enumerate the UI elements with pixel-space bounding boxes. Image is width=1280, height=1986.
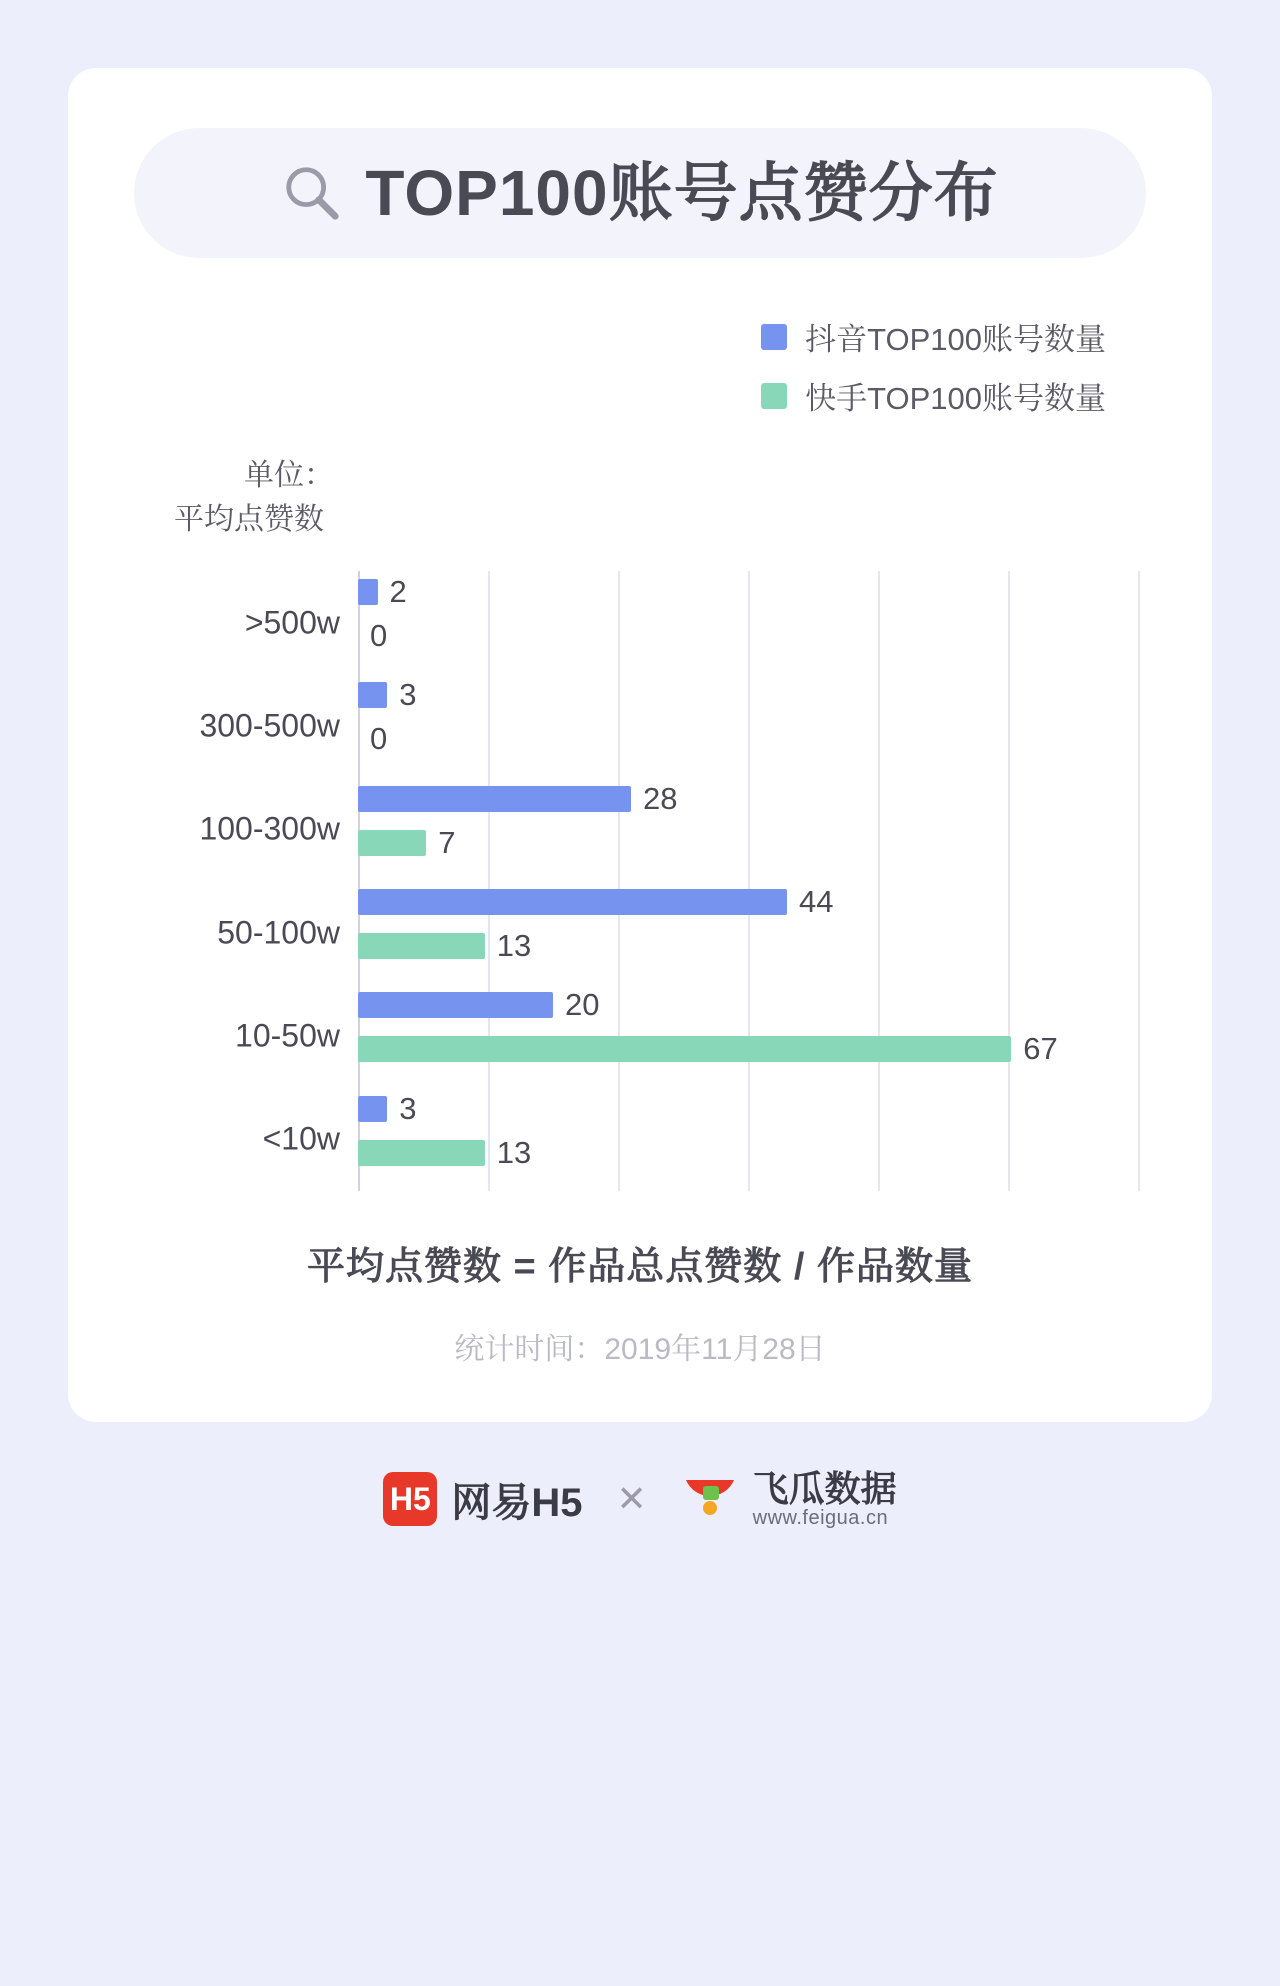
- bar-value-kuaishou: 13: [496, 928, 532, 963]
- bar-value-kuaishou: 7: [438, 824, 456, 860]
- legend-label-kuaishou: 快手TOP100账号数量: [805, 381, 1106, 416]
- title-pill: [134, 128, 1146, 258]
- h5-brand-name: 网易H5: [451, 1480, 583, 1525]
- legend-item-douyin: [761, 314, 1106, 359]
- cross-icon: ✕: [616, 1478, 647, 1520]
- bar-kuaishou: [358, 1036, 1011, 1062]
- chart-legend: [116, 314, 1164, 432]
- bar-kuaishou: [358, 933, 485, 959]
- bar-value-douyin: 2: [389, 574, 407, 609]
- bar-douyin: [358, 1096, 387, 1122]
- unit-line-1: 单位：: [244, 459, 334, 492]
- chart-category-row: [217, 881, 1138, 984]
- grid-line: [1138, 571, 1140, 1191]
- brand-netease-h5: [383, 1471, 582, 1528]
- chart-category-row: [262, 1088, 1138, 1191]
- bar-kuaishou: [358, 1140, 485, 1166]
- bar-value-douyin: 28: [643, 780, 678, 816]
- bar-value-douyin: 3: [399, 677, 417, 713]
- bar-value-douyin: 20: [565, 987, 600, 1023]
- bar-douyin: [358, 682, 387, 708]
- bar-value-douyin: 44: [799, 884, 834, 919]
- chart-category-row: [199, 778, 1138, 881]
- category-label: 50-100w: [217, 914, 340, 951]
- chart-category-row: [199, 674, 1138, 777]
- bar-kuaishou: [358, 830, 426, 856]
- unit-line-2: 平均点赞数: [174, 502, 324, 536]
- bar-douyin: [358, 889, 787, 915]
- category-label: <10w: [262, 1120, 340, 1157]
- bar-value-kuaishou: 13: [496, 1134, 532, 1170]
- chart-category-row: [244, 571, 1138, 674]
- legend-item-kuaishou: [761, 373, 1106, 418]
- brand-feigua: [681, 1470, 897, 1529]
- category-label: 100-300w: [199, 810, 340, 847]
- bar-douyin: [358, 786, 631, 812]
- unit-caption: [116, 454, 1164, 541]
- bar-value-douyin: 3: [399, 1090, 417, 1126]
- category-label: 10-50w: [235, 1017, 340, 1054]
- bar-douyin: [358, 579, 378, 605]
- formula-text: 平均点赞数 = 作品总点赞数 / 作品数量: [307, 1246, 973, 1288]
- feigua-url: www.feigua.cn: [752, 1506, 889, 1529]
- search-icon: [281, 162, 343, 224]
- bar-douyin: [358, 992, 553, 1018]
- footer-brands: [383, 1470, 896, 1529]
- chart-card: [68, 68, 1212, 1422]
- chart-category-row: [235, 984, 1138, 1087]
- bar-value-kuaishou: 0: [370, 721, 388, 757]
- legend-swatch-douyin: [761, 324, 787, 350]
- category-label: 300-500w: [199, 707, 340, 744]
- chart-plot-area: [199, 571, 1138, 1191]
- h5-logo-badge: H5: [383, 1472, 437, 1526]
- legend-swatch-kuaishou: [761, 383, 787, 409]
- category-label: >500w: [244, 604, 340, 641]
- feigua-logo-icon: [681, 1470, 739, 1528]
- bar-chart: [134, 571, 1146, 1191]
- page-title: TOP100账号点赞分布: [365, 157, 999, 229]
- stat-time-text: 统计时间：2019年11月28日: [454, 1333, 826, 1366]
- bar-value-kuaishou: 67: [1023, 1031, 1058, 1067]
- bar-value-kuaishou: 0: [370, 618, 388, 653]
- legend-label-douyin: 抖音TOP100账号数量: [805, 322, 1106, 357]
- feigua-brand-name: 飞瓜数据: [752, 1468, 897, 1509]
